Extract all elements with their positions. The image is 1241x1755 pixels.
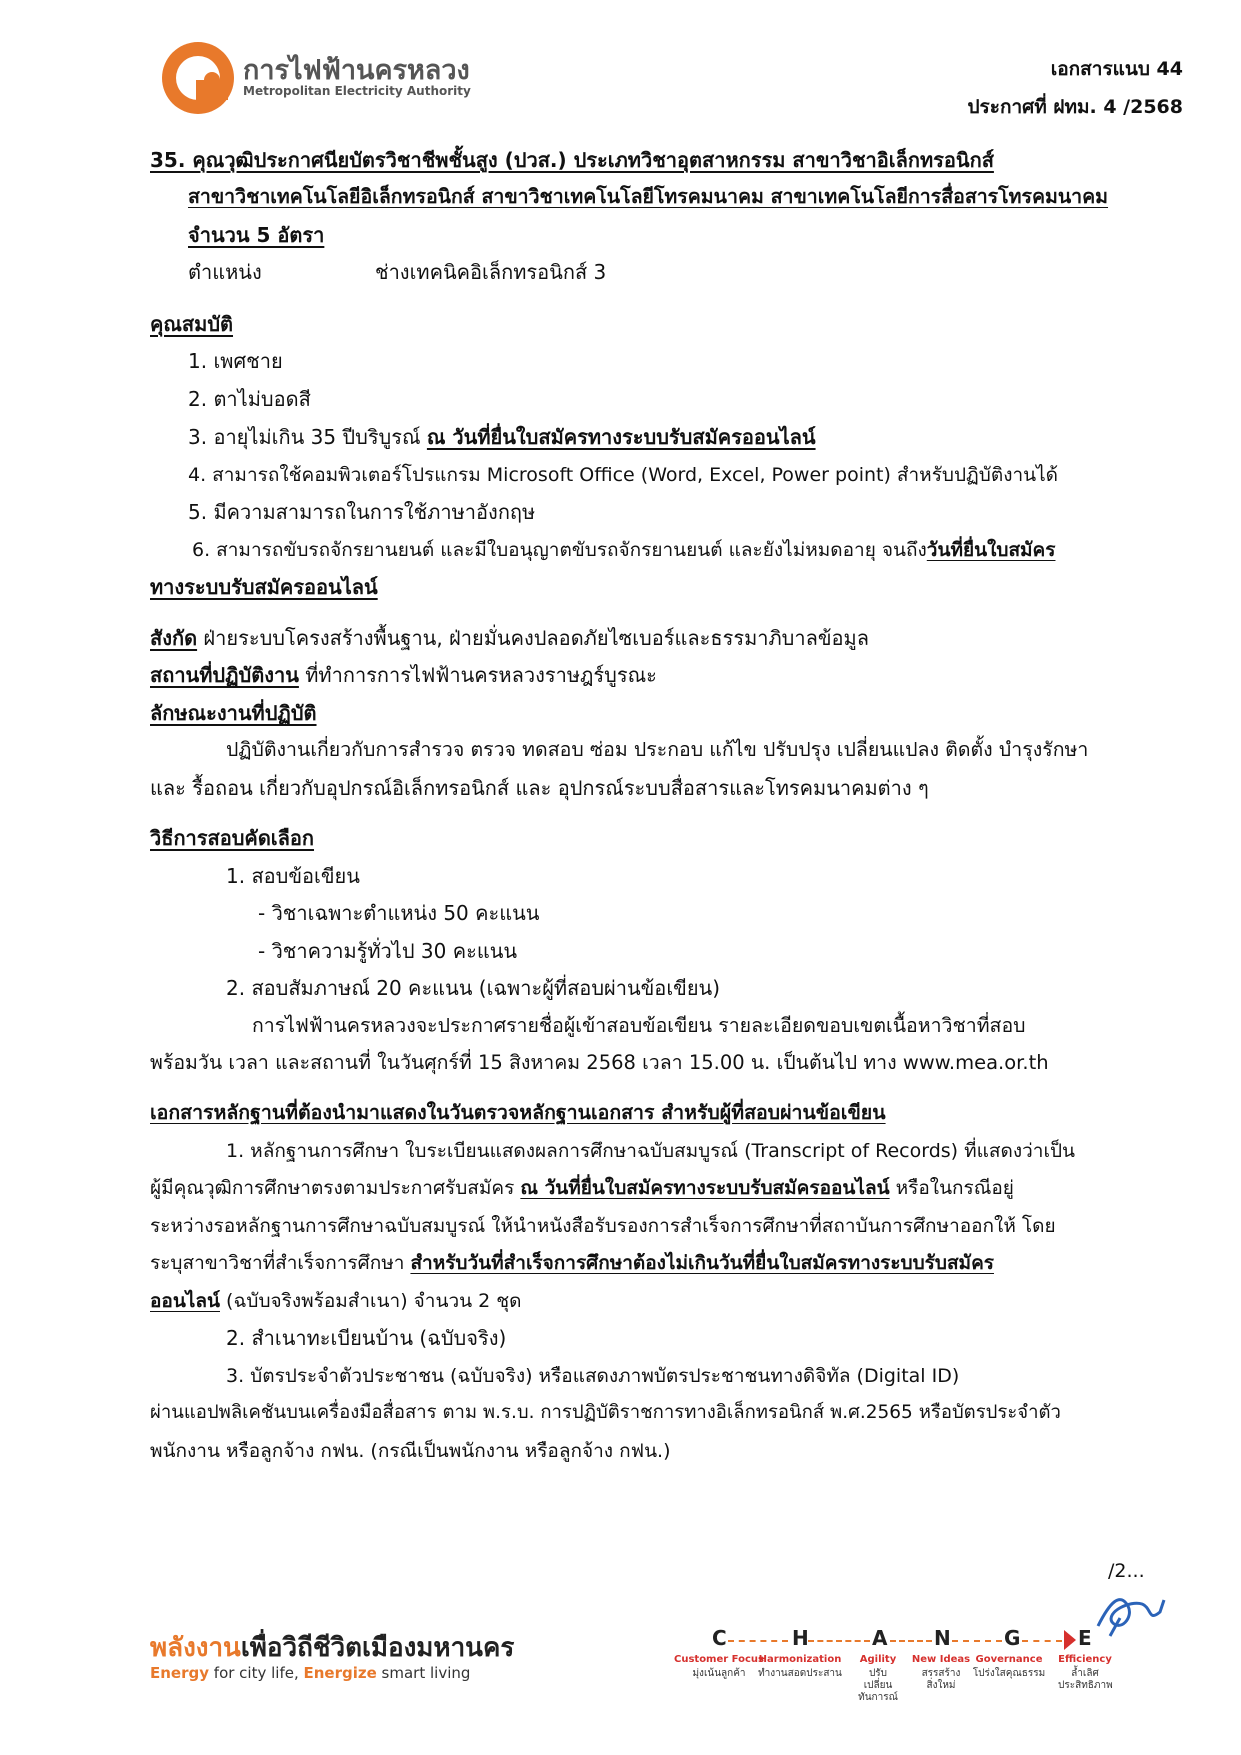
- affiliation-value: ฝ่ายระบบโครงสร้างพื้นฐาน, ฝ่ายมั่นคงปลอดภัยไซเบอร์และธรรมาภิบาลข้อมูล: [197, 626, 869, 650]
- footer-slogan-th-orange: พลังงาน: [150, 1633, 241, 1663]
- selection-heading: วิธีการสอบคัดเลือก: [150, 826, 315, 850]
- change-label-th: ปรับเปลี่ยนทันการณ์: [858, 1668, 898, 1703]
- qualification-item: 4. สามารถใช้คอมพิวเตอร์โปรแกรม Microsoft Office (Word, Excel, Power point) สำหรับปฏิบัติงานได้: [188, 464, 1059, 486]
- document-text: หรือในกรณีอยู่: [889, 1177, 1014, 1199]
- document-item-line: 1. หลักฐานการศึกษา ใบระเบียนแสดงผลการศึกษาฉบับสมบูรณ์ (Transcript of Records) ที่แสดงว่าเป็น: [226, 1140, 1075, 1162]
- workplace-value: ที่ทำการการไฟฟ้านครหลวงราษฎร์บูรณะ: [298, 663, 657, 687]
- footer-slogan-en-part: Energy: [150, 1664, 210, 1682]
- document-item-line: ระหว่างรอหลักฐานการศึกษาฉบับสมบูรณ์ ให้นำหนังสือรับรองการสำเร็จการศึกษาที่สถาบันการศึกษาออกให้ โดย: [150, 1215, 1056, 1237]
- qualification-item-continuation: ทางระบบรับสมัครออนไลน์: [150, 575, 378, 599]
- change-connector: [952, 1640, 1002, 1642]
- job-description-line: ปฏิบัติงานเกี่ยวกับการสำรวจ ตรวจ ทดสอบ ซ่อม ประกอบ แก้ไข ปรับปรุง เปลี่ยนแปลง ติดตั้ง บำรุงรักษา: [226, 738, 1089, 761]
- arrow-icon: [1064, 1630, 1076, 1650]
- change-label-th: ทำงานสอดประสาน: [758, 1668, 842, 1679]
- affiliation-row: [150, 624, 869, 652]
- affiliation-label: สังกัด: [150, 626, 198, 650]
- next-page-indicator: /2...: [1108, 1560, 1145, 1582]
- qualification-item: [192, 536, 1055, 564]
- document-item-line: 2. สำเนาทะเบียนบ้าน (ฉบับจริง): [226, 1326, 507, 1350]
- footer-slogan-en-part: Energize: [303, 1664, 377, 1682]
- change-letter-n: N: [934, 1626, 951, 1650]
- change-label-en: Governance: [975, 1654, 1043, 1665]
- change-letter-g: G: [1004, 1626, 1021, 1650]
- logo-building-shape: [196, 80, 228, 100]
- documents-heading: เอกสารหลักฐานที่ต้องนำมาแสดงในวันตรวจหลักฐานเอกสาร สำหรับผู้ที่สอบผ่านข้อเขียน: [150, 1101, 886, 1124]
- document-item-line: [150, 1174, 1014, 1202]
- qualification-item-emphasis: วันที่ยื่นใบสมัคร: [926, 539, 1056, 561]
- document-text: (ฉบับจริงพร้อมสำเนา) จำนวน 2 ชุด: [220, 1290, 522, 1312]
- document-emphasis: สำหรับวันที่สำเร็จการศึกษาต้องไม่เกินวันที่ยื่นใบสมัครทางระบบรับสมัคร: [410, 1252, 994, 1274]
- change-label-th: ล้ำเลิศประสิทธิภาพ: [1058, 1668, 1113, 1691]
- footer-slogan-en-part: smart living: [376, 1664, 471, 1682]
- document-emphasis: ณ วันที่ยื่นใบสมัครทางระบบรับสมัครออนไลน์: [520, 1177, 890, 1199]
- job-description-line: และ รื้อถอน เกี่ยวกับอุปกรณ์อิเล็กทรอนิกส์ และ อุปกรณ์ระบบสื่อสารและโทรคมนาคมต่าง ๆ: [150, 776, 929, 800]
- document-item-line: 3. บัตรประจำตัวประชาชน (ฉบับจริง) หรือแสดงภาพบัตรประชาชนทางดิจิทัล (Digital ID): [226, 1365, 960, 1387]
- selection-step: 1. สอบข้อเขียน: [226, 864, 360, 888]
- logo-inner-ring: [176, 56, 220, 100]
- change-label-th: สรรสร้างสิ่งใหม่: [921, 1668, 961, 1691]
- qualification-item: 2. ตาไม่บอดสี: [188, 387, 311, 411]
- section-title-line1: 35. คุณวุฒิประกาศนียบัตรวิชาชีพชั้นสูง (ปวส.) ประเภทวิชาอุตสาหกรรม สาขาวิชาอิเล็กทรอนิกส์: [150, 148, 994, 172]
- org-name-th: การไฟฟ้านครหลวง: [243, 55, 470, 86]
- section-title-line2: สาขาวิชาเทคโนโลยีอิเล็กทรอนิกส์ สาขาวิชาเทคโนโลยีโทรคมนาคม สาขาเทคโนโลยีการสื่อสารโทรคมนาคม: [188, 185, 1109, 208]
- document-item-line: ผ่านแอปพลิเคชันบนเครื่องมือสื่อสาร ตาม พ.ร.บ. การปฏิบัติราชการทางอิเล็กทรอนิกส์ พ.ศ.2565 หรือบัตรประจำตัว: [150, 1402, 1061, 1423]
- change-label-th: โปร่งใสคุณธรรม: [972, 1668, 1046, 1679]
- change-connector: [890, 1640, 932, 1642]
- document-text: ระบุสาขาวิชาที่สำเร็จการศึกษา: [150, 1252, 411, 1274]
- position-value: ช่างเทคนิคอิเล็กทรอนิกส์ 3: [375, 260, 607, 284]
- change-letter-a: A: [872, 1626, 888, 1650]
- selection-note-line: พร้อมวัน เวลา และสถานที่ ในวันศุกร์ที่ 15 สิงหาคม 2568 เวลา 15.00 น. เป็นต้นไป ทาง www.mea.or.th: [150, 1051, 1049, 1074]
- qualifications-heading: คุณสมบัติ: [150, 312, 234, 336]
- change-label-en: Customer Focus: [674, 1654, 764, 1665]
- change-connector: [808, 1640, 870, 1642]
- document-text: ผู้มีคุณวุฒิการศึกษาตรงตามประกาศรับสมัคร: [150, 1177, 521, 1199]
- qualification-item: 1. เพศชาย: [188, 349, 283, 373]
- footer-slogan-en-part: for city life,: [209, 1664, 304, 1682]
- announcement-number: ประกาศที่ ฝทม. 4 /2568: [967, 96, 1183, 118]
- qualification-item: [188, 423, 816, 451]
- job-heading: ลักษณะงานที่ปฏิบัติ: [150, 701, 317, 725]
- change-letter-h: H: [792, 1626, 809, 1650]
- position-label: ตำแหน่ง: [188, 260, 262, 284]
- change-label-en: Agility: [859, 1654, 897, 1665]
- change-letter-c: C: [712, 1626, 727, 1650]
- org-name-en: Metropolitan Electricity Authority: [243, 84, 471, 98]
- change-connector: [1022, 1640, 1062, 1642]
- footer-slogan-th-dark: เพื่อวิถีชีวิตเมืองมหานคร: [240, 1633, 515, 1663]
- document-item-line: [150, 1287, 522, 1315]
- document-item-line: พนักงาน หรือลูกจ้าง กฟน. (กรณีเป็นพนักงาน หรือลูกจ้าง กฟน.): [150, 1440, 671, 1462]
- attachment-number: เอกสารแนบ 44: [1050, 58, 1183, 80]
- change-label-th: มุ่งเน้นลูกค้า: [692, 1668, 746, 1679]
- selection-subject: - วิชาเฉพาะตำแหน่ง 50 คะแนน: [258, 901, 540, 925]
- selection-subject: - วิชาความรู้ทั่วไป 30 คะแนน: [258, 939, 518, 963]
- document-item-line: [150, 1249, 994, 1277]
- change-label-en: Efficiency: [1058, 1654, 1112, 1665]
- workplace-row: [150, 661, 657, 689]
- document-emphasis: ออนไลน์: [150, 1290, 220, 1312]
- footer-slogan-th: [150, 1627, 514, 1668]
- mea-logo: [162, 42, 234, 114]
- change-label-en: New Ideas: [911, 1654, 971, 1665]
- workplace-label: สถานที่ปฏิบัติงาน: [150, 663, 299, 687]
- change-letter-e: E: [1078, 1626, 1092, 1650]
- change-label-en: Harmonization: [758, 1654, 842, 1665]
- qualification-item-text: 6. สามารถขับรถจักรยานยนต์ และมีใบอนุญาตขับรถจักรยานยนต์ และยังไม่หมดอายุ จนถึง: [192, 539, 927, 561]
- qualification-item-text: 3. อายุไม่เกิน 35 ปีบริบูรณ์: [188, 425, 427, 449]
- footer-slogan-en: [150, 1664, 470, 1682]
- qualification-item: 5. มีความสามารถในการใช้ภาษาอังกฤษ: [188, 500, 536, 524]
- section-title-line3: จำนวน 5 อัตรา: [188, 223, 325, 247]
- selection-step: 2. สอบสัมภาษณ์ 20 คะแนน (เฉพาะผู้ที่สอบผ่านข้อเขียน): [226, 976, 721, 1000]
- change-connector: [728, 1640, 788, 1642]
- signature-stroke: [1098, 1600, 1164, 1626]
- selection-note-line: การไฟฟ้านครหลวงจะประกาศรายชื่อผู้เข้าสอบข้อเขียน รายละเอียดขอบเขตเนื้อหาวิชาที่สอบ: [252, 1014, 1026, 1037]
- qualification-item-emphasis: ณ วันที่ยื่นใบสมัครทางระบบรับสมัครออนไลน์: [426, 425, 816, 449]
- signature-mark: [1090, 1582, 1170, 1642]
